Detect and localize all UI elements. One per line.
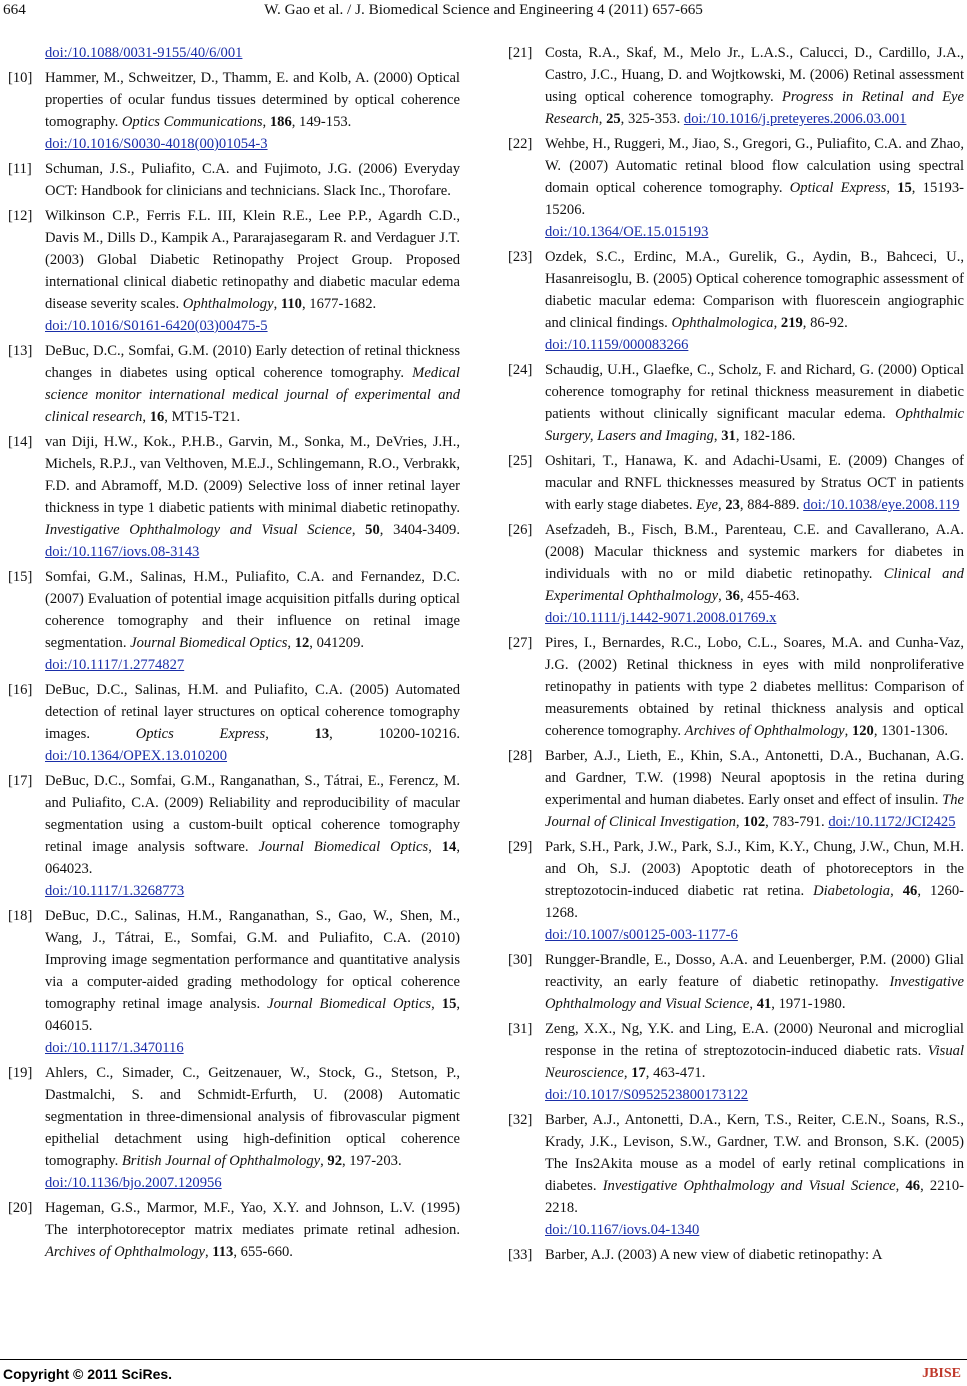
reference-number: [21] xyxy=(508,45,533,61)
volume-number: 14 xyxy=(441,839,457,855)
copyright-text: Copyright © 2011 SciRes. xyxy=(3,1366,173,1382)
doi-link[interactable]: doi:/10.1117/1.3268773 xyxy=(45,883,185,899)
volume-number: 92 xyxy=(327,1153,342,1169)
doi-link[interactable]: doi:/10.1159/000083266 xyxy=(545,337,689,353)
reference-item: [26] Asefzadeh, B., Fisch, B.M., Parenteau, C.E. and Cavallerano, A.A. (2008) Macular thickness and systemic markers for diabetes in individuals with no or mild diabetic retinopathy. Clinical and Experimental Ophthalmology, 36, 455-463. doi:/10.1111/j.1442-9071.2008.01769.x xyxy=(508,519,964,629)
reference-number: [26] xyxy=(508,522,533,538)
reference-text: Wilkinson C.P., Ferris F.L. III, Klein R.E., Lee P.P., Agardh C.D., Davis M., Dills D., Kampik A., Pararajasegaram R. and Verdaguer J.T. (2003) Global Diabetic Retinopathy Project Group. Proposed international clinical diabetic retinopathy and diabetic macular edema disease severity scales. xyxy=(45,208,460,312)
reference-item xyxy=(508,1244,964,1266)
doi-link[interactable]: doi:/10.1117/1.2774827 xyxy=(45,657,185,673)
volume-number: 41 xyxy=(756,996,772,1012)
page-range: , 182-186. xyxy=(735,428,796,444)
doi-link[interactable]: doi:/10.1111/j.1442-9071.2008.01769.x xyxy=(545,610,777,626)
doi-line xyxy=(45,315,460,337)
doi-line xyxy=(45,133,460,155)
reference-number: [32] xyxy=(508,1112,533,1128)
page-range: , 064023. xyxy=(45,839,460,877)
journal-name: Progress in Retinal and Eye Research xyxy=(545,89,964,127)
reference-text: DeBuc, D.C., Somfai, G.M. (2010) Early detection of retinal thickness changes in diabetes using optical coherence tomography. xyxy=(45,343,460,381)
volume-number: 219 xyxy=(780,315,803,331)
volume-number: 16 xyxy=(149,409,165,425)
reference-number: [10] xyxy=(8,70,33,86)
doi-line xyxy=(45,1037,460,1059)
reference-item: [24] Schaudig, U.H., Glaefke, C., Scholz, F. and Richard, G. (2000) Optical coherence tomography for retinal thickness measurement in diabetic patients without clinically significant macular edema. Ophthalmic Surgery, Lasers and Imaging, 31, 182-186. xyxy=(508,359,964,447)
page-range: , 86-92. xyxy=(802,315,848,331)
volume-number: 23 xyxy=(725,497,740,513)
page-header xyxy=(0,0,967,26)
volume-number: 50 xyxy=(365,522,380,538)
volume-number: 13 xyxy=(314,726,330,742)
reference-text: Ahlers, C., Simader, C., Geitzenauer, W., Stock, G., Stetson, P., Dastmalchi, S. and Schmidt-Erfurth, U. (2008) Automatic segmentation in three-dimensional analysis of fibrovascular pigment epithelial detachment using high-definition optical coherence tomography. xyxy=(45,1065,460,1169)
reference-number: [33] xyxy=(508,1247,533,1263)
right-column xyxy=(508,42,964,1269)
reference-text: DeBuc, D.C., Salinas, H.M. and Puliafito, C.A. (2005) Automated detection of retinal layer structures on optical coherence tomography images. xyxy=(45,682,460,742)
volume-number: 31 xyxy=(721,428,736,444)
page-range: , 1260-1268. xyxy=(545,883,964,921)
doi-link[interactable]: doi:/10.1117/1.3470116 xyxy=(45,1040,184,1056)
reference-text: Hageman, G.S., Marmor, M.F., Yao, X.Y. and Johnson, L.V. (1995) The interphotoreceptor matrix mediates primate retinal adhesion. xyxy=(45,1200,460,1238)
volume-number: 46 xyxy=(902,883,918,899)
doi-line xyxy=(545,607,964,629)
reference-item: [18] DeBuc, D.C., Salinas, H.M., Ranganathan, S., Gao, W., Shen, M., Wang, J., Tátrai, E., Somfai, G.M. and Puliafito, C.A. (2010) Improving image segmentation performance and quantitative analysis via a computer-aided grading methodology for optical coherence tomography retinal image analysis. Journal Biomedical Optics, 15, 046015. doi:/10.1117/1.3470116 xyxy=(8,905,460,1059)
page-range: , 655-660. xyxy=(233,1244,293,1260)
reference-number: [23] xyxy=(508,249,533,265)
page-range: , 149-153. xyxy=(291,114,352,130)
doi-link[interactable]: doi:/10.1136/bjo.2007.120956 xyxy=(45,1175,222,1191)
reference-item: [10] Hammer, M., Schweitzer, D., Thamm, E. and Kolb, A. (2000) Optical properties of ocular fundus tissues determined by optical coherence tomography. Optics Communications, 186, 149-153. doi:/10.1016/S0030-4018(00)01054-3 xyxy=(8,67,460,155)
reference-number: [20] xyxy=(8,1200,33,1216)
doi-line xyxy=(545,334,964,356)
volume-number: 102 xyxy=(743,814,766,830)
journal-name: Eye xyxy=(696,497,719,513)
reference-number: [30] xyxy=(508,952,533,968)
reference-text: Asefzadeh, B., Fisch, B.M., Parenteau, C.E. and Cavallerano, A.A. (2008) Macular thickness and systemic markers for diabetes in individuals with no or mild diabetic retinopathy. xyxy=(545,522,964,582)
reference-number: [29] xyxy=(508,839,533,855)
reference-text: van Diji, H.W., Kok., P.H.B., Garvin, M., Sonka, M., DeVries, J.H., Michels, R.P.J., van Velthoven, M.E.J., Schlingemann, R.O., Verbrakk, F.D. and Abramoff, M.D. (2009) Selective loss of inner retinal layer thickness in type 1 diabetic patients with minimal diabetic retinopathy. xyxy=(45,434,460,516)
reference-item: [21] Costa, R.A., Skaf, M., Melo Jr., L.A.S., Calucci, D., Cardillo, J.A., Castro, J.C., Huang, D. and Wojtkowski, M. (2006) Retinal assessment using optical coherence tomography. Progress in Retinal and Eye Research, 25, 325-353. doi:/10.1016/j.preteyeres.2006.03.001 xyxy=(508,42,964,130)
page-range: , 041209. xyxy=(309,635,365,651)
reference-text: Barber, A.J., Lieth, E., Khin, S.A., Antonetti, D.A., Buchanan, A.G. and Gardner, T.W. (1998) Neural apoptosis in the retina during experimental and human diabetes. Early onset and effect of insulin. xyxy=(545,748,964,808)
reference-item: [31] Zeng, X.X., Ng, Y.K. and Ling, E.A. (2000) Neuronal and microglial response in the retina of streptozotocin-induced diabetic rats. Visual Neuroscience, 17, 463-471. doi:/10.1017/S0952523800173122 xyxy=(508,1018,964,1106)
reference-item: [25] Oshitari, T., Hanawa, K. and Adachi-Usami, E. (2009) Changes of macular and RNFL thicknesses measured by Stratus OCT in patients with early stage diabetes. Eye, 23, 884-889. doi:/10.1038/eye.2008.119 xyxy=(508,450,964,516)
reference-number: [13] xyxy=(8,343,33,359)
page-range: , 463-471. xyxy=(645,1065,706,1081)
reference-item: [15] Somfai, G.M., Salinas, H.M., Puliafito, C.A. and Fernandez, D.C. (2007) Evaluation of potential image acquisition pitfalls during optical coherence tomography and their influence on retinal image segmentation. Journal Biomedical Optics, 12, 041209. doi:/10.1117/1.2774827 xyxy=(8,566,460,676)
reference-text: Park, S.H., Park, J.W., Park, S.J., Kim, K.Y., Chung, J.W., Chun, M.H. and Oh, S.J. (2003) Apoptotic death of photoreceptors in the streptozotocin-induced diabetic rat retina. xyxy=(545,839,964,899)
left-column xyxy=(8,42,460,1266)
reference-text: Ozdek, S.C., Erdinc, M.A., Gurelik, G., Aydin, B., Bahceci, U., Hasanreisoglu, B. (2005) Optical coherence tomographic assessment of diabetic macular edema: Comparison with fluorescein angiographic and clinical findings. xyxy=(545,249,964,331)
reference-item: [12] Wilkinson C.P., Ferris F.L. III, Klein R.E., Lee P.P., Agardh C.D., Davis M., Dills D., Kampik A., Pararajasegaram R. and Verdaguer J.T. (2003) Global Diabetic Retinopathy Project Group. Proposed international clinical diabetic retinopathy and diabetic macular edema disease severity scales. Ophthalmology, 110, 1677-1682. doi:/10.1016/S0161-6420(03)00475-5 xyxy=(8,205,460,337)
journal-name: Clinical and Experimental Ophthalmology xyxy=(545,566,964,604)
reference-number: [27] xyxy=(508,635,533,651)
volume-number: 17 xyxy=(631,1065,646,1081)
doi-link[interactable]: doi:/10.1172/JCI2425 xyxy=(828,814,956,830)
reference-number: [11] xyxy=(8,161,32,177)
doi-link[interactable]: doi:/10.1007/s00125-003-1177-6 xyxy=(545,927,738,943)
reference-number: [17] xyxy=(8,773,33,789)
reference-text: Zeng, X.X., Ng, Y.K. and Ling, E.A. (2000) Neuronal and microglial response in the retina of streptozotocin-induced diabetic rats. xyxy=(545,1021,964,1059)
volume-number: 36 xyxy=(725,588,740,604)
reference-text: DeBuc, D.C., Salinas, H.M., Ranganathan, S., Gao, W., Shen, M., Wang, J., Tátrai, E., Somfai, G.M. and Puliafito, C.A. (2010) Improving image segmentation performance and quantitative analysis via a computer-aided grading methodology for optical coherence tomography retinal image analysis. xyxy=(45,908,460,1012)
reference-text: Oshitari, T., Hanawa, K. and Adachi-Usami, E. (2009) Changes of macular and RNFL thicknesses measured by Stratus OCT in patients with early stage diabetes. xyxy=(545,453,964,513)
journal-name: Optical Express xyxy=(789,180,887,196)
page-footer xyxy=(0,1362,967,1386)
journal-name: Visual Neuroscience xyxy=(545,1043,964,1081)
doi-line xyxy=(45,1172,460,1194)
doi-link[interactable]: doi:/10.1038/eye.2008.119 xyxy=(803,497,960,513)
journal-name: Optics Express xyxy=(135,726,266,742)
page-range: , 1677-1682. xyxy=(301,296,377,312)
reference-number: [18] xyxy=(8,908,33,924)
reference-item: [29] Park, S.H., Park, J.W., Park, S.J., Kim, K.Y., Chung, J.W., Chun, M.H. and Oh, S.J. (2003) Apoptotic death of photoreceptors in the streptozotocin-induced diabetic rat retina. Diabetologia, 46, 1260-1268. doi:/10.1007/s00125-003-1177-6 xyxy=(508,836,964,946)
reference-number: [31] xyxy=(508,1021,533,1037)
reference-item: [17] DeBuc, D.C., Somfai, G.M., Ranganathan, S., Tátrai, E., Ferencz, M. and Puliafito, C.A. (2009) Reliability and reproducibility of macular segmentation using a custom-built optical coherence tomography retinal image analysis software. Journal Biomedical Optics, 14, 064023. doi:/10.1117/1.3268773 xyxy=(8,770,460,902)
doi-line xyxy=(45,654,460,676)
doi-link[interactable]: doi:/10.1364/OE.15.015193 xyxy=(545,224,709,240)
reference-text: Wehbe, H., Ruggeri, M., Jiao, S., Gregori, G., Puliafito, C.A. and Zhao, W. (2007) Automatic retinal blood flow calculation using spectral domain optical coherence tomography. xyxy=(545,136,964,196)
reference-number: [22] xyxy=(508,136,533,152)
reference-text: Schuman, J.S., Puliafito, C.A. and Fujimoto, J.G. (2006) Everyday OCT: Handbook for clinicians and technicians. Slack Inc., Thorofare. xyxy=(45,161,460,199)
reference-number: [12] xyxy=(8,208,33,224)
journal-name: Investigative Ophthalmology and Visual Science xyxy=(45,522,352,538)
journal-name: Journal Biomedical Optics xyxy=(267,996,432,1012)
reference-text: Barber, A.J., Antonetti, D.A., Kern, T.S., Reiter, C.E.N., Soans, R.S., Krady, J.K., Levison, S.W., Gardner, T.W. and Bronson, S.K. (2005) The Ins2Akita mouse as a model of early retinal complications in diabetes. xyxy=(545,1112,964,1194)
volume-number: 113 xyxy=(212,1244,234,1260)
page-range: , 1971-1980. xyxy=(771,996,846,1012)
doi-link[interactable]: doi:/10.1017/S0952523800173122 xyxy=(545,1087,749,1103)
volume-number: 120 xyxy=(851,723,874,739)
journal-name: British Journal of Ophthalmology xyxy=(121,1153,321,1169)
doi-line xyxy=(545,1219,964,1241)
volume-number: 12 xyxy=(294,635,310,651)
reference-number: [16] xyxy=(8,682,33,698)
page-range: , 325-353. xyxy=(620,111,684,127)
journal-name: Optics Communications xyxy=(121,114,263,130)
page-range: , 046015. xyxy=(45,996,461,1034)
reference-number: [15] xyxy=(8,569,33,585)
reference-text: Hammer, M., Schweitzer, D., Thamm, E. and Kolb, A. (2000) Optical properties of ocular fundus tissues determined by optical coherence tomography. xyxy=(45,70,460,130)
doi-link[interactable]: doi:/10.1016/S0161-6420(03)00475-5 xyxy=(45,318,268,334)
doi-line xyxy=(545,924,964,946)
journal-name: Archives of Ophthalmology xyxy=(45,1244,205,1260)
reference-item: [13] DeBuc, D.C., Somfai, G.M. (2010) Early detection of retinal thickness changes in diabetes using optical coherence tomography. Medical science monitor international medical journal of experimental and clinical research, 16, MT15-T21. xyxy=(8,340,460,428)
journal-name: Ophthalmology xyxy=(182,296,274,312)
reference-item: [30] Rungger-Brandle, E., Dosso, A.A. and Leuenberger, P.M. (2000) Glial reactivity, an early feature of diabetic retinopathy. Investigative Ophthalmology and Visual Science, 41, 1971-1980. xyxy=(508,949,964,1015)
reference-text: Schaudig, U.H., Glaefke, C., Scholz, F. and Richard, G. (2000) Optical coherence tomography for retinal thickness measurement in diabetic patients without clinically significant macular edema. xyxy=(545,362,964,422)
reference-number: [19] xyxy=(8,1065,33,1081)
journal-name: Investigative Ophthalmology and Visual Science xyxy=(545,974,964,1012)
journal-name: Ophthalmologica xyxy=(671,315,774,331)
reference-item: [19] Ahlers, C., Simader, C., Geitzenauer, W., Stock, G., Stetson, P., Dastmalchi, S. and Schmidt-Erfurth, U. (2008) Automatic segmentation in three-dimensional analysis of fibrovascular pigment epithelial detachment using high-definition optical coherence tomography. British Journal of Ophthalmology, 92, 197-203. doi:/10.1136/bjo.2007.120956 xyxy=(8,1062,460,1194)
doi-line xyxy=(545,221,964,243)
reference-number: [14] xyxy=(8,434,33,450)
reference-text: Pires, I., Bernardes, R.C., Lobo, C.L., Soares, M.A. and Cunha-Vaz, J.G. (2002) Retinal thickness in eyes with mild nonproliferative retinopathy in patients with type 2 diabetes mellitus: Comparison of measurements obtained by retinal thickness analysis and optical coherence tomography. xyxy=(545,635,964,739)
volume-number: 15 xyxy=(441,996,457,1012)
reference-number: [25] xyxy=(508,453,533,469)
reference-text: Barber, A.J. (2003) A new view of diabetic retinopathy: A xyxy=(545,1247,883,1263)
reference-item: [14] van Diji, H.W., Kok., P.H.B., Garvin, M., Sonka, M., DeVries, J.H., Michels, R.P.J., van Velthoven, M.E.J., Schlingemann, R.O., Verbrakk, F.D. and Abramoff, M.D. (2009) Selective loss of inner retinal layer thickness in type 1 diabetic patients with minimal diabetic retinopathy. Investigative Ophthalmology and Visual Science, 50, 3404-3409. doi:/10.1167/iovs.08-3143 xyxy=(8,431,460,563)
volume-number: 46 xyxy=(905,1178,921,1194)
reference-item: [28] Barber, A.J., Lieth, E., Khin, S.A., Antonetti, D.A., Buchanan, A.G. and Gardner, T.W. (1998) Neural apoptosis in the retina during experimental and human diabetes. Early onset and effect of insulin. The Journal of Clinical Investigation, 102, 783-791. doi:/10.1172/JCI2425 xyxy=(508,745,964,833)
reference-number: [24] xyxy=(508,362,533,378)
journal-name: The Journal of Clinical Investigation xyxy=(545,792,964,830)
journal-name: Ophthalmic Surgery, Lasers and Imaging xyxy=(545,406,964,444)
journal-name: Journal Biomedical Optics xyxy=(130,635,288,651)
doi-link[interactable]: doi:/10.1364/OPEX.13.010200 xyxy=(45,748,228,764)
reference-item: [27] Pires, I., Bernardes, R.C., Lobo, C.L., Soares, M.A. and Cunha-Vaz, J.G. (2002) Retinal thickness in eyes with mild nonproliferative retinopathy in patients with type 2 diabetes mellitus: Comparison of measurements obtained by retinal thickness analysis and optical coherence tomography. Archives of Ophthalmology, 120, 1301-1306. xyxy=(508,632,964,742)
page-range: , 10200-10216. xyxy=(329,726,460,742)
volume-number: 25 xyxy=(606,111,621,127)
continuation-doi-line xyxy=(8,42,460,64)
page-range: , 783-791. xyxy=(765,814,829,830)
page-range: , 2210-2218. xyxy=(545,1178,964,1216)
reference-item: [20] Hageman, G.S., Marmor, M.F., Yao, X.Y. and Johnson, L.V. (1995) The interphotoreceptor matrix mediates primate retinal adhesion. Archives of Ophthalmology, 113, 655-660. xyxy=(8,1197,460,1263)
doi-link[interactable]: doi:/10.1167/iovs.04-1340 xyxy=(545,1222,700,1238)
journal-name: Investigative Ophthalmology and Visual Science xyxy=(602,1178,896,1194)
journal-name: Medical science monitor international medical journal of experimental and clinical research xyxy=(45,365,460,425)
doi-link[interactable]: doi:/10.1088/0031-9155/40/6/001 xyxy=(45,45,243,61)
doi-line xyxy=(45,880,460,902)
reference-text: Costa, R.A., Skaf, M., Melo Jr., L.A.S., Calucci, D., Cardillo, J.A., Castro, J.C., Huang, D. and Wojtkowski, M. (2006) Retinal assessment using optical coherence tomography. xyxy=(545,45,964,105)
running-title: W. Gao et al. / J. Biomedical Science and Engineering 4 (2011) 657-665 xyxy=(264,1,703,18)
page-range: , 884-889. xyxy=(739,497,804,513)
volume-number: 15 xyxy=(897,180,912,196)
left-reference-list xyxy=(8,67,460,1263)
journal-abbreviation: JBISE xyxy=(922,1366,961,1381)
doi-link[interactable]: doi:/10.1016/j.preteyeres.2006.03.001 xyxy=(683,111,907,127)
page-range: , 3404-3409. xyxy=(379,522,460,538)
page-range: , MT15-T21. xyxy=(164,409,241,425)
volume-number: 110 xyxy=(280,296,302,312)
journal-name: Diabetologia xyxy=(813,883,891,899)
reference-item: [16] DeBuc, D.C., Salinas, H.M. and Puliafito, C.A. (2005) Automated detection of retinal layer structures on optical coherence tomography images. Optics Express, 13, 10200-10216. doi:/10.1364/OPEX.13.010200 xyxy=(8,679,460,767)
reference-text: Rungger-Brandle, E., Dosso, A.A. and Leuenberger, P.M. (2000) Glial reactivity, an early feature of diabetic retinopathy. xyxy=(545,952,964,990)
reference-text: Somfai, G.M., Salinas, H.M., Puliafito, C.A. and Fernandez, D.C. (2007) Evaluation of potential image acquisition pitfalls during optical coherence tomography and their influence on retinal image segmentation. xyxy=(45,569,460,651)
reference-item xyxy=(8,158,460,202)
journal-name: Archives of Ophthalmology xyxy=(684,723,845,739)
reference-text: DeBuc, D.C., Somfai, G.M., Ranganathan, S., Tátrai, E., Ferencz, M. and Puliafito, C.A. (2009) Reliability and reproducibility of macular segmentation using a custom-built optical coherence tomography retinal image analysis software. xyxy=(45,773,460,855)
page-range: , 197-203. xyxy=(342,1153,402,1169)
doi-link[interactable]: doi:/10.1016/S0030-4018(00)01054-3 xyxy=(45,136,268,152)
footer-divider xyxy=(0,1359,967,1360)
right-reference-list xyxy=(508,42,964,1266)
reference-item: [32] Barber, A.J., Antonetti, D.A., Kern, T.S., Reiter, C.E.N., Soans, R.S., Krady, J.K., Levison, S.W., Gardner, T.W. and Bronson, S.K. (2005) The Ins2Akita mouse as a model of early retinal complications in diabetes. Investigative Ophthalmology and Visual Science, 46, 2210-2218. doi:/10.1167/iovs.04-1340 xyxy=(508,1109,964,1241)
page-range: , 1301-1306. xyxy=(873,723,949,739)
page-number: 664 xyxy=(3,1,26,18)
page-range: , 15193-15206. xyxy=(545,180,964,218)
doi-line xyxy=(545,1084,964,1106)
page-range: , 455-463. xyxy=(739,588,800,604)
doi-link[interactable]: doi:/10.1167/iovs.08-3143 xyxy=(45,544,200,560)
reference-item: [22] Wehbe, H., Ruggeri, M., Jiao, S., Gregori, G., Puliafito, C.A. and Zhao, W. (2007) Automatic retinal blood flow calculation using spectral domain optical coherence tomography. Optical Express, 15, 15193-15206. doi:/10.1364/OE.15.015193 xyxy=(508,133,964,243)
reference-number: [28] xyxy=(508,748,533,764)
journal-name: Journal Biomedical Optics xyxy=(258,839,429,855)
volume-number: 186 xyxy=(269,114,292,130)
reference-item: [23] Ozdek, S.C., Erdinc, M.A., Gurelik, G., Aydin, B., Bahceci, U., Hasanreisoglu, B. (2005) Optical coherence tomographic assessment of diabetic macular edema: Comparison with fluorescein angiographic and clinical findings. Ophthalmologica, 219, 86-92. doi:/10.1159/000083266 xyxy=(508,246,964,356)
